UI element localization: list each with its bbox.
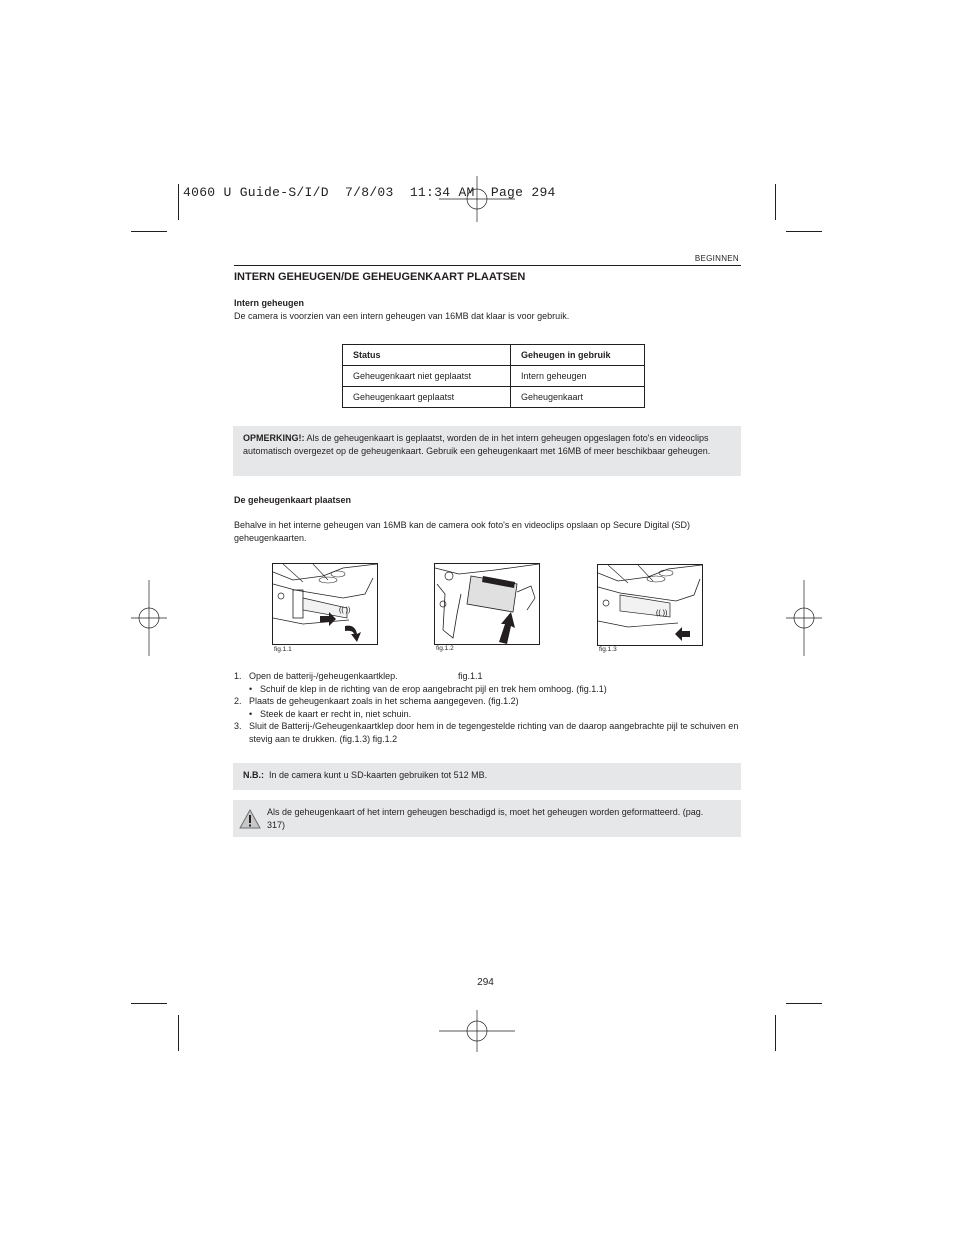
note-label: OPMERKING!: [243, 433, 305, 443]
registration-mark-left [131, 580, 167, 656]
nb-box [233, 763, 741, 790]
table-header-row [343, 345, 645, 366]
memory-status-table [342, 344, 645, 408]
figure-caption: fig.1.1 [274, 646, 292, 653]
list-item [234, 720, 741, 745]
note-box [233, 426, 741, 476]
table-cell: Intern geheugen [511, 366, 645, 387]
crop-mark [786, 231, 822, 232]
nb-text: In de camera kunt u SD-kaarten gebruiken tot 512 MB. [269, 770, 488, 780]
figure-caption: fig.1.2 [436, 645, 454, 652]
crop-mark [178, 1015, 179, 1051]
nb-label: N.B.: [243, 770, 264, 780]
crop-mark [131, 1003, 167, 1004]
step-number: 3. [234, 721, 242, 731]
step-bullet: • Schuif de klep in de richting van de erop aangebracht pijl en trek hem omhoog. (fig.1.1) [249, 683, 741, 696]
figure-1-2 [434, 563, 540, 645]
svg-text:(( )): (( )) [339, 607, 351, 614]
section-label: BEGINNEN [694, 254, 739, 263]
insert-heading: De geheugenkaart plaatsen [234, 495, 352, 505]
table-cell: Geheugenkaart geplaatst [343, 387, 511, 408]
crop-mark [786, 1003, 822, 1004]
table-row [343, 387, 645, 408]
warning-text: Als de geheugenkaart of het intern geheugen beschadigd is, moet het geheugen worden geformatteerd. (pag. 317) [267, 807, 704, 830]
step-number: 2. [234, 696, 242, 706]
print-slug: 4060 U Guide-S/I/D 7/8/03 11:34 AM Page 294 [183, 185, 556, 200]
page-title: INTERN GEHEUGEN/DE GEHEUGENKAART PLAATSEN [234, 271, 526, 283]
step-bullet: • Steek de kaart er recht in, niet schuin. [249, 708, 741, 721]
table-header-cell: Geheugen in gebruik [511, 345, 645, 366]
registration-mark-right [786, 580, 822, 656]
list-item [234, 695, 741, 720]
internal-text: De camera is voorzien van een intern geheugen van 16MB dat klaar is voor gebruik. [234, 311, 570, 321]
list-item [234, 670, 741, 695]
internal-heading: Intern geheugen [234, 298, 305, 308]
sd-card-insert-arrow-icon [435, 564, 539, 644]
svg-text:(( )): (( )) [656, 610, 668, 617]
instruction-steps [234, 670, 741, 745]
step-text: Open de batterij-/geheugenkaartklep. [249, 671, 398, 681]
step-number: 1. [234, 671, 242, 681]
note-text: Als de geheugenkaart is geplaatst, worden de in het intern geheugen opgeslagen foto's en videoclips automatisch overgezet op de geheugenkaart. Gebruik een geheugenkaart met 16MB of meer beschikbaar geheugen. [243, 433, 711, 456]
step-text: Plaats de geheugenkaart zoals in het schema aangegeven. (fig.1.2) [249, 696, 519, 706]
crop-mark [178, 184, 179, 220]
camera-close-door-arrow-icon [598, 565, 702, 645]
step-figure-ref: fig.1.1 [458, 671, 483, 681]
crop-mark [775, 1015, 776, 1051]
registration-mark-bottom [439, 1010, 515, 1052]
warning-triangle-icon [239, 809, 261, 829]
figure-1-1 [272, 563, 378, 645]
table-row [343, 366, 645, 387]
crop-mark [131, 231, 167, 232]
warning-box [233, 800, 741, 837]
page-number: 294 [477, 977, 494, 988]
figure-1-3 [597, 564, 703, 646]
table-cell: Geheugenkaart [511, 387, 645, 408]
insert-text: Behalve in het interne geheugen van 16MB kan de camera ook foto's en videoclips opslaan op Secure Digital (SD) geheugenkaarten. [234, 520, 690, 543]
table-header-cell: Status [343, 345, 511, 366]
header-rule [234, 265, 741, 266]
step-text: Sluit de Batterij-/Geheugenkaartklep door hem in de tegengestelde richting van de daarop aangebrachte pijl te schuiven en stevig aan te drukken. (fig.1.3) fig.1.2 [249, 721, 739, 744]
crop-mark [775, 184, 776, 220]
table-cell: Geheugenkaart niet geplaatst [343, 366, 511, 387]
camera-open-door-arrows-icon [273, 564, 377, 644]
figure-caption: fig.1.3 [599, 646, 617, 653]
